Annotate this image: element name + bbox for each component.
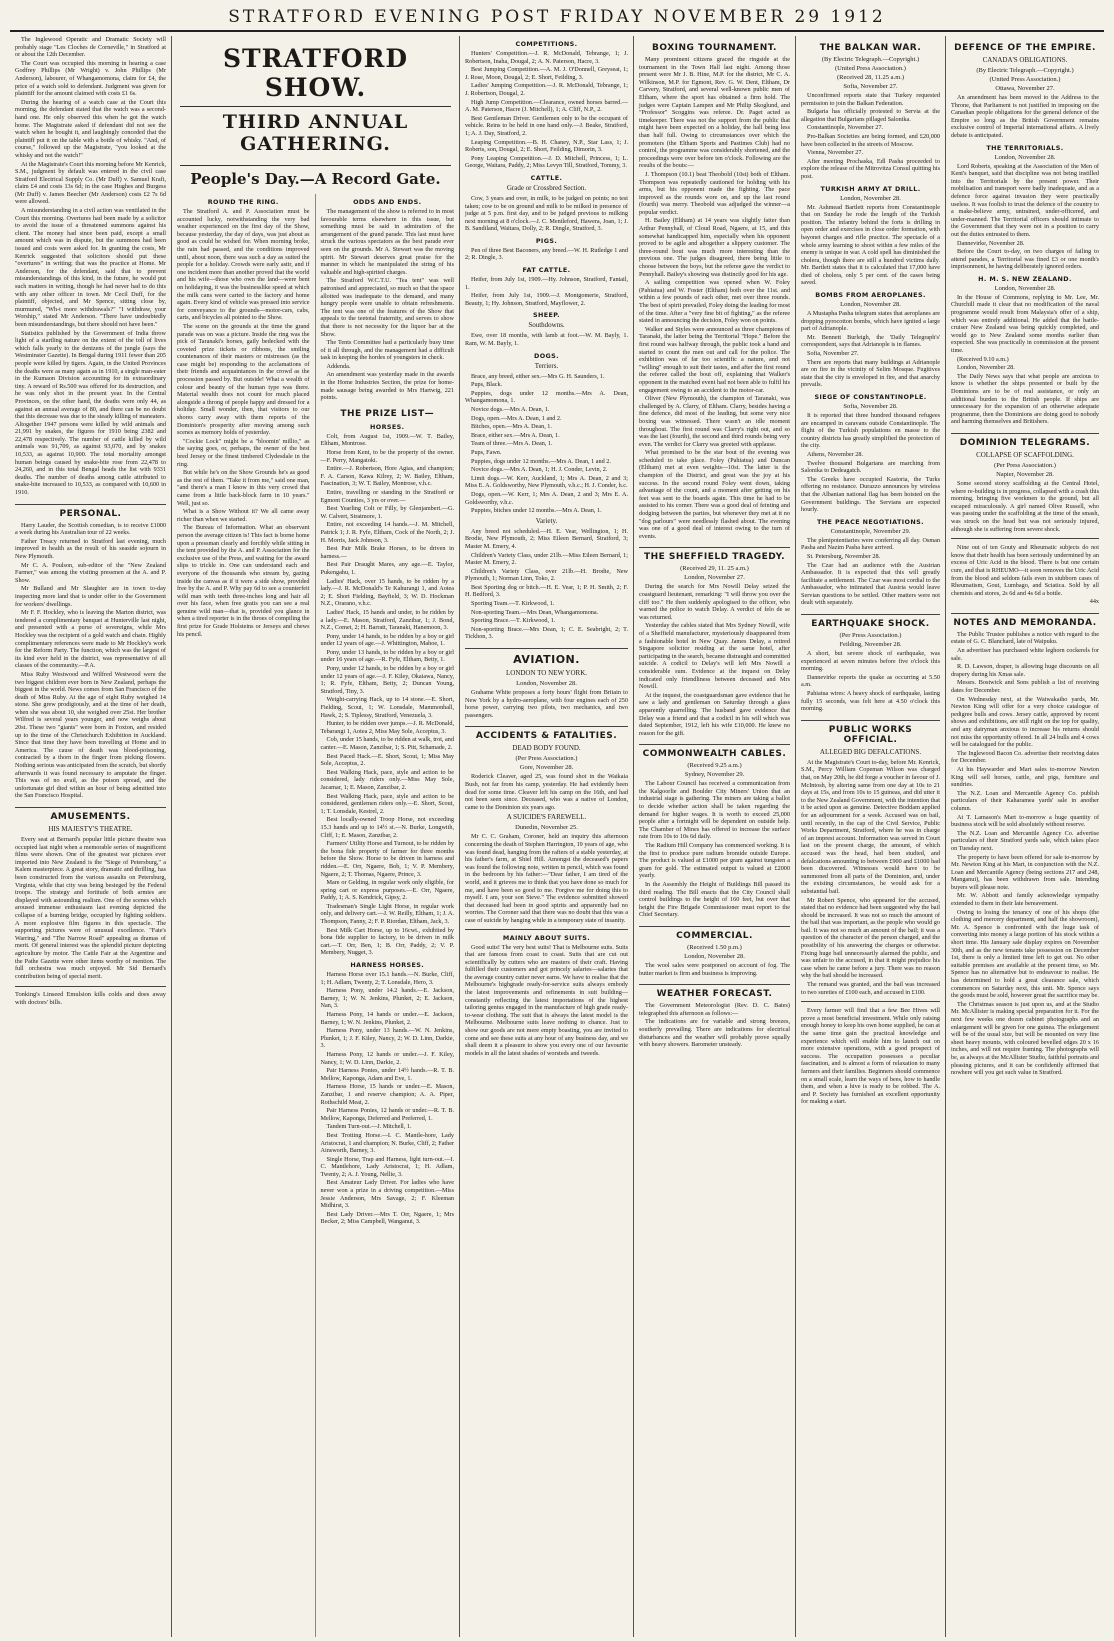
sheep-paragraphs bbox=[465, 332, 628, 347]
dogs-subheading: Terriers. bbox=[534, 361, 559, 370]
paragraph: (Received 9.10 a.m.) bbox=[957, 355, 1009, 363]
earthquake-assoc: (Per Press Association.) bbox=[839, 632, 902, 640]
pigs-heading: PIGS. bbox=[535, 236, 558, 245]
paragraph: Dannevirke reports the quake as occurring at 5.50 a.m. bbox=[801, 673, 940, 689]
paragraph: Pro-Balkan Societies are being formed, and £20,000 have been collected in the streets of Moscow. bbox=[801, 132, 940, 148]
dogs-heading: DOGS. bbox=[533, 351, 559, 360]
paragraph: At the inquest, the coastguardsman gave evidence that he saw a lady and gentleman on Saturday through a glass apparently quarrelling. The husband gave evidence that Delay was a friend and that a codicil in his will which was dated September, 1912, left his wife £10,000. He knew no reason for the gift. bbox=[639, 691, 790, 737]
works-heading: PUBLIC WORKS OFFICIAL. bbox=[801, 720, 940, 745]
paragraph: An advertiser has purchased white leghorn cockerels for sale. bbox=[951, 647, 1099, 662]
bombs-dateline: London, November 28. bbox=[840, 301, 901, 309]
commercial-dateline: London, November 28. bbox=[684, 952, 745, 960]
paragraph: At T. Lamason's Mart to-morrow a huge quantity of business stock will be sold absolutely without reserve. bbox=[951, 813, 1099, 829]
turkish-dateline: London, November 28. bbox=[840, 194, 901, 202]
competitions-heading: COMPETITIONS. bbox=[515, 40, 578, 48]
paragraph: The management of the show is referred to in most favourable terms elsewhere in this issue, but something must be said in admiration of the arrangement of the grand parade. This last must have struck the various spectators as the best parade ever seen on the grounds. Mr A. Stewart was the moving spirit. Mr Stewart deserves great praise for the manner in which he manipulated the string of his valuable and high-spirited charges. bbox=[320, 208, 454, 276]
paragraph: Nine out of ten Gouty and Rheumatic subjects do not know that their health has been seriously undermined by an excess of Uric Acid in the blood. There is but one certain cure, and that is RHEUMO—it soon removes the Uric Acid from the blood and seldom fails even in stubborn cases of Rheumatism, Gout, Lumbago, and Sciatica. Sold by all chemists and stores, 2s 6d and 4s 6d a bottle. bbox=[951, 544, 1099, 597]
peace-heading: THE PEACE NEGOTIATIONS. bbox=[817, 517, 924, 526]
columns bbox=[10, 36, 1104, 1637]
paragraph: A Mustapha Pasha telegram states that aeroplanes are dropping pyrocotton bombs, which have ignited a large part of Adrianople. bbox=[801, 310, 940, 333]
territorials-paragraphs bbox=[951, 163, 1099, 271]
pigs-paragraphs bbox=[465, 247, 628, 262]
territorials-heading: THE TERRITORIALS. bbox=[986, 143, 1064, 152]
paragraph: High Jump Competition.—Clearance, owned horses barred.—A. M. Paterson, Hacre (J. Mitchell), 1; A. Cliff, N.P., 2. bbox=[465, 98, 628, 114]
notes-heading: NOTES AND MEMORANDA. bbox=[951, 613, 1099, 628]
paragraph: The Tents Committee had a particularly busy time of it all through, and the management had a difficult task in keeping the hordes of youngsters in check. bbox=[320, 339, 454, 362]
divider bbox=[801, 1001, 940, 1002]
paragraph: Ladies' Jumping Competition.—J. R. McDonald, Tebrange, 1; J. Robertson, Dougal, 2. bbox=[465, 82, 628, 97]
works-paragraphs bbox=[801, 759, 940, 996]
paragraph: Messrs. Bostwick and Sons publish a list of receiving dates for December. bbox=[951, 679, 1099, 695]
paragraph: Leaping Competition.—B. H. Chaney, N.P., Star Lass, 1; J. Roberts, son, Dougal, 2; E. Short, Feilding, Dimorin, 3. bbox=[465, 138, 628, 154]
paragraph: Puppies, bitches under 12 months.—Mrs A. Dean, 1. bbox=[471, 507, 602, 515]
suits-paragraphs bbox=[465, 944, 628, 1058]
round-paragraphs bbox=[177, 208, 310, 638]
paragraph: Vienna, November 27. bbox=[807, 149, 863, 157]
paragraph: Best Trotting Horse.—I. C. Mantle-hore, Lady Aristocrat, 1 and champion; N. Burke, Cliff, 2; Father Ainsworth, Barney, 3. bbox=[320, 1131, 454, 1155]
show-headline-block bbox=[172, 36, 459, 194]
paragraph: Brace, either sex.—Mrs A. Dean, 1. bbox=[471, 431, 560, 439]
round-heading: ROUND THE RING. bbox=[207, 198, 279, 206]
paragraph: Mr. Bennett Burleigh, the 'Daily Telegraph's' correspondent, says that Adrianople is in flames. bbox=[801, 333, 940, 349]
paragraph: Athens, November 28. bbox=[807, 450, 864, 458]
divider bbox=[180, 106, 451, 107]
paragraph: Every farmer will find that a few Bee Hives will prove a most beneficial investment. While only raising enough honey to keep his own home supplied, he can at the same time gain the practical knowledge and experience which will enable him to launch out on more extensive operations, with a good prospect of success. The occupation possesses a peculiar fascination, and is almost a form of relaxation to many farmers and their families. Beginners should commence on a small scale, learn the ways of bees, how to handle them, and when a hive is ready to be robbed. The A. and P. Society has furnished an excellent opportunity for making a start. bbox=[801, 1007, 940, 1106]
paragraph: The Inglewood Bacon Co. advertise their receiving dates for December. bbox=[951, 749, 1099, 765]
paragraph: London, November 28. bbox=[957, 364, 1015, 372]
paragraph: The property to have been offered for sale to-morrow by Mr. Newton King at his Mart, in conjunction with the N.Z. Loan and Mercantile Agency (being sections 217 and 248, Manganui), has been withdrawn from sale. Intending buyers will please note. bbox=[951, 853, 1099, 891]
weather-heading: WEATHER FORECAST. bbox=[639, 984, 790, 999]
paragraph: Limit dogs.—W. Kerr, Auckland, 1; Mrs A. Dean, 2 and 3; Miss E. A. Goldsworthy, New Plymouth, v.h.c.; H. J. Conder, h.c. bbox=[465, 474, 628, 490]
paragraph: Pups, Fawn. bbox=[471, 448, 502, 456]
paragraph: Heifer, from July 1st, 1909.—J. Montgomerie, Stratford, Beauty, 1; Hy. Johnson, Stratford, Mayflower, 2. bbox=[465, 292, 628, 307]
paragraph: Ladies' Hack, 15 hands and under, to be ridden by a lady.—E. Mason, Stratford, Zanzibar, 1; J. Bond, N.Z., Comet, 2; H. Barratt, Taranaki, Hanemoon, 3. bbox=[320, 608, 454, 632]
accidents-subheading: DEAD BODY FOUND. bbox=[512, 744, 581, 753]
paragraph: Mr Bulland and Mr Slaughter are in town to-day inspecting more land that is under offer to the Government for workers' dwellings. bbox=[15, 585, 166, 608]
paragraph: The Radium Hill Company has commenced working. It is the first to produce pure radium bromide outside Europe. The product is valued at £1000 per gram against tungsten a gram for gold. The estimated output is valued at £2000 yearly. bbox=[639, 842, 790, 880]
paragraph: A misunderstanding in a civil action was ventilated in the Court this morning. Overtures had been made by a solicitor to avoid the issue of a threatened summons against his client. The money had since been paid, except a small amount which was in dispute, but the summons had been issued and costs were asked for. In granting the costs, Mr Kenrick suggested that solicitors should put these "overtures" in writing; that was the practice at Home. Mr Anderson, for the defendant, said that to prevent misunderstandings of this kind, in the future, he would put such matters in writing, though he had never had to do this with any other officer in town. Mr Cecil Duff, for the plaintiff, objected, and Mr Spence, sitting close by, murmured, "Wh-t more withdrawals?" "I withdraw, your Worship," stated Mr Anderson. "There have undoubtedly been misunderstandings, but there should not have been." bbox=[15, 207, 166, 328]
paragraph: Entire.—J. Robertson, Hore Agias, and champion; F. A. Carson, Kawa Kilrey, 2; W. Bailey, Eltham, Fascination, 3; W. T. Bailey, Montrose, v.h.c. bbox=[320, 465, 454, 488]
paragraph: The N.Z. Loan and Mercantile Agency Co. publish particulars of their Kaharamea yards' sale in another column. bbox=[951, 789, 1099, 812]
column-6 bbox=[946, 36, 1104, 1637]
paragraph: H. Bailey (Eltham) at 14 years was slightly fatter than Arthur Pennyhall, of Cloud Road, Ngaere, at 15, and this somewhat handicapped him, especially when his opponent proved to be agile and altogether a slippery customer. The three-round bout was much more interesting than the previous one. The judges disagreed, there being little to choose between the boys, but the referee gave the verdict to Pennyhall. Bailey's showing was distinctly good for his age. bbox=[639, 217, 790, 278]
paragraph: Novice dogs.—Mrs A. Dean, 1; H. J. Conder, Levin, 2. bbox=[471, 466, 608, 474]
paragraph: Mr C. C. Graham, Coroner, held an inquiry this afternoon concerning the death of Stephen Harrington, 19 years of age, who was found dead, hanging from the rafters of a stable yesterday, at his father's farm, at Shiel Hill. Amongst the deceased's papers was found the following note, written in pencil, which was found in the bedroom by his father:—"Dear father, I am tired of the world, and it grieves me to think that you have done so much for me, and have been so good to me. Forgive me for doing this to myself. I am, your son Steve." The evidence submitted showed that deceased had been in good spirits and apparently had no worries. The Coroner said that there was no doubt that this was a case of suicide by hanging while in a temporary state of insanity. bbox=[465, 833, 628, 924]
defence-heading: DEFENCE OF THE EMPIRE. bbox=[954, 43, 1096, 53]
paragraph: Mr F. F. Hockley, who is leaving the Marton district, was tendered a complimentary banquet at Hunterville last night, and presented with a purse of sovereigns, while Mrs Hockley was the recipient of a gold watch and chain. Highly complimentary references were made to Mr Hockley's work for the Reform Party. The function, which was the largest of its kind ever held in the district, was representative of all classes of the community.—P.A. bbox=[15, 609, 166, 670]
paragraph: An amendment has been moved to the Address to the Throne, that Parliament is not justified in imposing on the Canadian people obligations for the general defence of the Empire so long as the British Government remains exclusive control of Imperial international affairs. A lively debate is anticipated. bbox=[951, 94, 1099, 139]
divider bbox=[951, 538, 1099, 539]
earthquake-heading: EARTHQUAKE SHOCK. bbox=[801, 614, 940, 629]
paragraph: But while he's on the Show Grounds he's as good as the rest of them. "Take it from me," said one man, "and there's a man I know in this very crowd that came from a little back-block farm in 10 years." Well, just so. bbox=[177, 469, 310, 507]
column-4 bbox=[634, 36, 796, 1637]
balkan-heading: THE BALKAN WAR. bbox=[819, 43, 922, 53]
paragraph: Best Amateur Lady Driver. For ladies who have never won a prize in a driving competition.—Miss Jessie Anderson, Mrs Savage, 2; F. Kleeman Midhirst, 3. bbox=[320, 1179, 454, 1210]
paragraph: The Inglewood Operatic and Dramatic Society will probably stage "Les Cloches de Corneville," in Stratford at or about the 12th December. bbox=[15, 36, 166, 59]
paragraph: A sailing competition was opened when W. Foley (Pahiatua) and W. Foster (Eltham) both over the 11st. and within a few pounds of each other, met over three rounds. The best of spirit prevailed, Foley doing the leading for most of the time. After a "very fine bit of fighting," as the referee stated in announcing the decision, Foley won on points. bbox=[639, 279, 790, 325]
paragraph: Best Jumping Competition.—A. M. J. O'Donnell, Greyseat, 1; J. Rose, Moon, Dougal, 2; E. Short, Feilding, 3. bbox=[465, 66, 628, 81]
paragraph: Pony, under 14 hands, to be ridden by a boy or girl under 12 years of age.—J. Whittington, Mahoe, 1. bbox=[320, 632, 454, 648]
paragraph: Brace, any breed, either sex.—Mrs G. H. Saunders, 1. bbox=[471, 372, 605, 380]
paragraph: Harness Horse over 15.1 hands.—N. Burke, Cliff, 1; H. Adlam, Twenty, 2; T. Lonsdale, Hero, 3. bbox=[320, 971, 454, 986]
commercial-heading: COMMERCIAL. bbox=[639, 926, 790, 941]
paragraph: There are reports that many buildings at Adrianople are on fire in the vicinity of Selim Mosque. Fugitives state that the city is enveloped in fire, and that anarchy prevails. bbox=[801, 358, 940, 389]
hms-dateline: London, November 28. bbox=[994, 284, 1056, 292]
paragraph: At the Magistrate's Court this morning before Mr Kenrick, S.M., judgment by default was entered in the civil case Stratford Electrical Supply Co. (Mr Duff) v. Samuel Kraft, claim £4 and costs 13s 6d; in the case Hughes and Burgess (Mr Duff) v. James Beecher (Mr Anderson) costs £2 7s 6d were allowed. bbox=[15, 160, 166, 206]
paragraph: Ladies' Hack, over 15 hands, to be ridden by a lady.—J. R. McDonald's Te Kahurangi 1, and Aotea 2; E. Short Fielding, Bayfield, 3; W. D. Hockman N.Z., Orarano, v.h.c. bbox=[320, 577, 454, 608]
paragraph: The N.Z. Loan and Mercantile Agency Co. advertise particulars of their Stratford yards sale, which takes place on Tuesday next. bbox=[951, 829, 1099, 852]
paragraph: It is reported that three hundred thousand refugees are encamped in caravans outside Constantinople. The flight of the Turkish populations en masse to the country districts has greatly simplified the protection of the city. bbox=[801, 412, 940, 450]
cables-received: (Received 9.25 a.m.) bbox=[687, 762, 742, 770]
paragraph: The wool sales were postponed on account of fog. The butter market is firm and business is improving. bbox=[639, 961, 790, 977]
aviation-paragraphs bbox=[465, 689, 628, 719]
show-subtitle: THIRD ANNUAL GATHERING. bbox=[222, 111, 409, 155]
column-2 bbox=[172, 36, 460, 1637]
sheffield-dateline: London, November 27. bbox=[684, 574, 745, 582]
paragraph: Best Pair Draught Mares, any age.—E. Taylor, Pukengahu, 1. bbox=[320, 561, 454, 576]
balkan-assoc: (United Press Association.) bbox=[835, 65, 906, 72]
balkan-received: (Received 28, 11.25 a.m.) bbox=[836, 74, 905, 81]
paragraph: Statistics published by the Government of India throw light of a startling nature on the extent of the toll of lives which falls yearly to the denizens of the jungle (says the Westminster Gazette). In Bengal during 1911 fewer than 205 people were killed by tigers. Again, in the United Provinces the deaths were as many again as in 1910, a single man-eater in the Kumaon Division accounting for its extraordinary tiny. A reward of Rs.500 was offered for its destruction, and he was only shot in the present year. In the Central Provinces, on the other hand, the deaths were only 44, as against an annual average of 80, and there can be no doubt that this decrease was due to the steady killing of maneaters. Altogether 1947 persons were killed by wild animals and 21,991 by snakes, the figures for 1910 being 2382 and 22,478 respectively. The number of cattle killed by wild animals was 91,709, as against 93,070, and by snakes 10,533, as against 10,900. The total mortality amongst human beings caused by snake-bite rose from 22,478 to 24,260, and in this total Bengal heads the list with 9331 deaths. The number of deaths among cattle attributed to snake-bite increased to 10,533, as compared with 10,600 in 1910. bbox=[15, 329, 166, 497]
paragraph: Best Pair Milk Brake Horses, to be driven in harness.— bbox=[320, 545, 454, 560]
siege-dateline: Sofia, November 28. bbox=[843, 403, 898, 410]
personal-paragraphs bbox=[15, 522, 166, 800]
suits-heading: MAINLY ABOUT SUITS. bbox=[465, 929, 628, 942]
accidents-dateline: Gore, November 28. bbox=[519, 764, 574, 772]
paragraph: Best Walking Hack, pace, style and action to be considered, lady riders only.—Miss May Sole, Jacamar, 1; E. Mason, Zanzibar, 2. bbox=[320, 768, 454, 791]
works-subheading: ALLEGED BIG DEFALCATIONS. bbox=[819, 747, 922, 756]
amusements-paragraphs bbox=[15, 836, 166, 980]
defence-assoc: (United Press Association.) bbox=[989, 76, 1061, 83]
paragraph: Father Treacy returned to Stratford last evening, much improved in health as the result of his seaside sojourn in New Plymouth. bbox=[15, 537, 166, 560]
sheffield-received: (Received 29, 11. 25 a.m.) bbox=[680, 565, 749, 573]
paragraph: Novice dogs.—Mrs A. Dean, 1. bbox=[471, 406, 550, 413]
column-5 bbox=[796, 36, 946, 1637]
intro-paragraphs bbox=[15, 36, 166, 497]
defence-paragraphs bbox=[951, 94, 1099, 140]
paragraph: Before the Court to-day, on two charges of failing to attend parades, a Territorial was fined £3 or one month's imprisonment, he having deliberately ignored orders. bbox=[951, 248, 1099, 271]
paragraph: Puppies, dogs under 12 months.—Mrs A. Dean, 1 and 2. bbox=[471, 457, 611, 465]
paragraph: The indications are for variable and strong breezes, southerly prevailing. There are indications for electrical disturbances and the weather will probably prove squally with heavy showers. Barometer unsteady. bbox=[639, 1018, 790, 1049]
paragraph: Best Yearling Colt or Filly, by Glenjambert.—G. W. Calvert, Stratmore, 1. bbox=[320, 505, 454, 520]
paragraph: Many prominent citizens graced the ringside at the tournament in the Town Hall last night. Among those present were Mr J. B. Hine, M.P. for the district, Mr C. A. Wilkinson, M.P. for Egmont, Rev. G. W. Dent, Eltham, Dr Carvery, Stratford, and several well-known public men of Eltham, where the sport has obtained a firm hold. The judges were Captain Lampen and Mr Philip Skoglund, and "Professor" Scoggins was referee. Dr. Paget acted as timekeeper. There was not the support from the public that might have been expected on a holiday, the hall being less than half full. Owing to circumstances over which the promoters (the Eltham Sports and Pastimes Club) had no control, the programme was considerably shortened, and the proceedings were over before ten o'clock. Following are the results of the bouts:— bbox=[639, 56, 790, 170]
paragraph: Mr. W. Abbott and family acknowledge sympathy extended to them in their late bereavement. bbox=[951, 892, 1099, 908]
paragraph: In the Assembly the Height of Buildings Bill passed its third reading. The Bill enacts that the City Council shall control buildings to the height of 160 feet, but over that height the Fire Brigade Commissioner must report to the Chief Secretary. bbox=[639, 881, 790, 919]
boxing-heading: BOXING TOURNAMENT. bbox=[652, 43, 777, 53]
paragraph: The Stratford W.C.T.U. "Tea tent" was well patronised and appreciated, so much so that the space allotted was inadequate to the demand, and many hungry people were unable to obtain refreshments. The tent was one of the features of the Show that appeals to the teetotal fraternity, and serves to show that there is not necessity for the liquor bar at the Show. bbox=[320, 277, 454, 338]
paragraph: Sporting Brace.—T. Kirkwood, 1. bbox=[471, 617, 556, 625]
paragraph: The Public Trustee publishes a notice with regard to the estate of G. C. Blanchard, late of Waipuku. bbox=[951, 630, 1099, 646]
paragraph: Hunter, to be ridden over jumps.—J. R. McDonald, Tebarangi 1, Aotea 2, Miss May Sole, Acceptus, 3. bbox=[320, 720, 454, 735]
paragraph: The Labour Council has received a communication from the Kalgoorlie and Boulder City Miners' Union that an industrial stage is gathering. The miners are taking a ballot to decide whether action shall be taken regarding the demand for higher wages. It is worth to exceed 25,000 people after a fortnight will be dependent on outside help. The Chamber of Mines has offered to increase the surface rate from 10s to 10s 6d daily. bbox=[639, 780, 790, 841]
commercial-paragraphs bbox=[639, 962, 790, 977]
telegrams-subheading: COLLAPSE OF SCAFFOLDING. bbox=[976, 450, 1074, 459]
paragraph: Constantinople, November 27. bbox=[807, 124, 883, 132]
hms-paragraphs bbox=[951, 294, 1099, 426]
telegrams-heading: DOMINION TELEGRAMS. bbox=[951, 433, 1099, 448]
amusements-heading: AMUSEMENTS. bbox=[15, 807, 166, 822]
paragraph: Sofia, November 27. bbox=[807, 350, 859, 358]
paragraph: Best Milk Cart Horse, up to 16cwt., exhibited by bona fide supplier to factory, to be driven in milk cart.—T. Orr, Ben, 1; B. Orr, Paddy, 2; V. P. Membery, Nugget, 3. bbox=[320, 926, 454, 957]
paragraph: Dannevirke, November 28. bbox=[957, 239, 1025, 247]
sheep-heading: SHEEP. bbox=[532, 311, 561, 320]
paragraph: Dogs, open.—Mrs A. Dean, 1 and 2. bbox=[471, 414, 562, 422]
bombs-paragraphs bbox=[801, 310, 940, 389]
paragraph: Harness Pony, 12 hands or under.—J. F. Kiley, Nancy, 1; W. D. Linn, Darkie, 2. bbox=[320, 1050, 454, 1066]
paragraph: Non-sporting Brace.—Mrs Dean, 1; C. E. Seabright, 2; T. Tickhon, 3. bbox=[465, 625, 628, 641]
paragraph: The Greeks have occupied Kastoria, the Turks offering no resistance. Durazzo announces by wireless that the Albanian national flag has been hoisted on the Government buildings. The Servians are expected hourly. bbox=[801, 475, 940, 514]
accidents-heading: ACCIDENTS & FATALITIES. bbox=[465, 726, 628, 741]
paragraph: Pair Harness Ponies, under 14½ hands.—R. T. B. Mellow, Kaponga, Adam and Eve, 1. bbox=[320, 1067, 454, 1082]
prize-heading: THE PRIZE LIST— bbox=[340, 408, 435, 419]
paragraph: Walker and Styles were announced as three champions of Taranaki, the latter being the Territorial "Hope." Before the first round was halfway through, the public took a hand and started to count the men out and call for the police. The exhibition was of far too scientific a nature, and not "willing" enough to suit their tastes, and after the first round the referee called the bout off, explaining that Walker's opponent in the matched event had not been able to fulfil his engagement owing to an accident to the motor-car. bbox=[639, 325, 790, 394]
paragraph: Best Paced Hack.—E. Short, Scout, 1; Miss May Sole, Acceptus, 2. bbox=[320, 752, 454, 768]
earthquake-paragraphs bbox=[801, 650, 940, 713]
show-body bbox=[172, 194, 459, 1637]
defence-dateline: Ottawa, November 27. bbox=[995, 85, 1055, 92]
paragraph: Oliver (New Plymouth), the champion of Taranaki, was challenged by A. Clarry, of Eltham. Clarry, besides having a fine defence, did most of the leading, but some very nice boxing was witnessed. There wasn't an idle moment throughout. The first round was Clarry's right out, and so was the last (fourth), the second and third rounds being very even. The verdict for Clarry was greeted with applause. bbox=[639, 395, 790, 448]
aviation-heading: AVIATION. bbox=[465, 648, 628, 666]
paragraph: Bulgaria has officially protested to Servia at the allegation that Bulgarians pillaged Salonika. bbox=[801, 108, 940, 123]
paragraph: The Czar had an audience with the Austrian Ambassador. It is expected that this will greatly facilitate a settlement. The Czar was most cordial to the Ambassador, who intimated that Austria would leave Servian questions to be settled. Other matters were not dealt with separately. bbox=[801, 561, 940, 607]
siege-paragraphs bbox=[801, 412, 940, 514]
amusements-subheading: HIS MAJESTY'S THEATRE. bbox=[48, 825, 133, 833]
siege-heading: SIEGE OF CONSTANTINOPLE. bbox=[814, 393, 927, 401]
cattle-paragraphs bbox=[465, 195, 628, 233]
paragraph: Yesterday the cables stated that Mrs Sydney Nowill, wife of a Sheffield manufacturer, mysteriously disappeared from a fashionable hotel in New Quay. James Delay, a retired Singapore solicitor residing at the same hotel, after participating in the search, became distraught and committed suicide. A codicil to Delay's will left Mrs Nowill a considerable sum. Evidence at the inquest on Delay indicated only friendliness between deceased and Mrs Nowill. bbox=[639, 622, 790, 691]
paragraph: Good suits! The very best suits! That is Melbourne suits. Suits that are famous from coast to coast. Suits that are cut out scientifically by cutters who are masters of their craft. Having fulfilled their customers and got princely salaries—salaries that the average country cutter never earns. We have to realise that the Melbourne's highgrade ready-for-service suits always embody the latest improvements and refinements in suit building—constantly reflecting the latest importations of the highest tailoring genius engaged in the manufacture of high grade ready-to-wear clothing. The suit that is always the latest model is the Melbourne. Melbourne suits leave nothing to chance. Just to show our goods are not mere empty boasting, you are invited to come and see these suits at any hour of any business day, and we shall deem it a pleasure to show you every one of our favourite models in all the latest shades of worsteds and tweeds. bbox=[465, 943, 628, 1057]
paragraph: Roderick Cleaver, aged 25, was found shot in the Waikaia Bush, not far from his camp, yesterday. He had evidently been dead for some time. Cleaver left his camp on the 16th, and had not been seen since. Deceased, who was a native of London, came to the Dominion six years ago. bbox=[465, 773, 628, 811]
cables-dateline: Sydney, November 29. bbox=[684, 771, 745, 779]
accidents-paragraphs bbox=[465, 773, 628, 811]
divider bbox=[180, 165, 451, 166]
fat-cattle-paragraphs bbox=[465, 276, 628, 307]
fat-cattle-heading: FAT CATTLE. bbox=[522, 266, 571, 275]
paragraph: Addenda. bbox=[326, 362, 351, 370]
boxing-paragraphs bbox=[639, 56, 790, 540]
defence-tag: (By Electric Telegraph.—Copyright.) bbox=[976, 67, 1074, 74]
paragraph: Miss Ruby Westwood and Wilfred Westwood were the two biggest children ever born in New Zealand, perhaps the biggest in the world. News comes from San Francisco of the death of Miss Ruby. At the age of eight Ruby weighed 14 stone. She grew prodigiously, and at the time of her death, when she was about 10, she weighed over 25st. Her brother Wilfred is several years younger, and now weighs about 20st. These two "giants" were born in Foxton, and resided up to the time of the Christchurch Exhibition in Auckland. Since that time they have been travelling at Home and in America. The cause of death was blood-poisoning, contracted by a thorn in the finger from picking flowers. Nothing serious was anticipated from the scratch, but shortly afterwards it was found necessary to amputate the finger. This was of no avail, as the poison spread, and the unfortunate girl died within an hour of being admitted into the San Francisco Hospital. bbox=[15, 670, 166, 800]
turkish-heading: TURKISH ARMY AT DRILL. bbox=[820, 184, 921, 193]
paragraph: Pen of three Best Baconers, any breed.—W. H. Rutledge 1 and 2; R. Dingle, 3. bbox=[465, 246, 628, 262]
paragraph: Pony, under 12 hands, to be ridden by a boy or girl under 12 years of age.—J. F. Kiley, Okaiawa, Nancy, 1; R. Fyfe, Eltham, Betty, 2; Duncan Young, Stratford, Tiny, 3. bbox=[320, 665, 454, 695]
sheffield-paragraphs bbox=[639, 583, 790, 737]
paragraph: At his Haywarder and Mart sales to-morrow Newton King will sell horses, cattle, and pigs, furniture and sundries. bbox=[951, 765, 1099, 789]
personal-heading: PERSONAL. bbox=[15, 504, 166, 519]
horses-heading: HORSES. bbox=[369, 422, 405, 431]
paragraph: Unconfirmed reports state that Turkey requested permission to join the Balkan Federation. bbox=[801, 92, 940, 107]
weather-paragraphs bbox=[639, 1002, 790, 1049]
paragraph: St. Petersburg, November 28. bbox=[807, 552, 881, 560]
bombs-heading: BOMBS FROM AEROPLANES. bbox=[815, 291, 926, 300]
paragraph: In the House of Commons, replying to Mr. Lee, Mr. Churchill made it clear that no modification of the naval programme would result from Malaysia's offer of a ship, which was entirely additional. He added that the battle-cruiser New Zealand was being quickly completed, and would go to New Zealand some months earlier than expected. She was practically in commission at the present time. bbox=[951, 293, 1099, 355]
paragraph: The Bureau of Information. What an observant person the average citizen is! This fact is borne home upon a pressman clearly and forcibly while sitting in the tent provided by the A. and P. Association for the exclusive use of the Press, and waiting for the award slips to trickle in. One can understand each and everyone of the thousands who stream by, gazing inside the canvas as if it were a side show, provided free by the A. and P. Why pay 6d to see a counterfeit wild man with teeth three-inches long and hair all over his face, when free gratis you can see a real genuine wild man—that is, provided you glance in when a tired reporter is in the throes of compiling the first prize for Grade Holsteins or Jerseys and chews his pencil. bbox=[177, 524, 310, 638]
beehive-ad bbox=[801, 1007, 940, 1106]
balkan-paragraphs bbox=[801, 92, 940, 181]
paragraph: "Cockie Lock" might be a "bloomin' millio," as the saying goes, or, perhaps, the owner of the best bred Jersey or the finest timbered Clydesdale in the ring. bbox=[177, 437, 310, 468]
peace-paragraphs bbox=[801, 537, 940, 607]
telegrams-paragraphs bbox=[951, 480, 1099, 533]
paragraph: Colt, from August 1st, 1909.—W. T. Bailey, Eltham, Montrose. bbox=[320, 432, 454, 448]
suicide-dateline: Dunedin, November 25. bbox=[515, 824, 578, 832]
paragraph: Harry Lauder, the Scottish comedian, is to receive £1000 a week during his Australian tour of 22 weeks. bbox=[15, 521, 166, 537]
suicide-paragraphs bbox=[465, 833, 628, 924]
paragraph: The remand was granted, and the bail was increased to two sureties of £100 each, and accused in £100. bbox=[801, 981, 940, 996]
paragraph: Mare or Gelding, in regular work only eligible, for spring cart or express purposes.—E. Orr, Ngaere, Paddy, 1; A. S. Kendrick, Gipsy, 2. bbox=[320, 879, 454, 902]
paragraph: Sporting Team.—T. Kirkwood, 1. bbox=[471, 600, 555, 608]
paragraph: Pony, under 13 hands, to be ridden by a boy or girl under 16 years of age.—R. Fyfe, Eltham, Betty, 1. bbox=[320, 648, 454, 664]
paragraph: Harness Horse, 15 hands or under.—E. Mason, Zanzibar, 1 and reserve champion; A. A. Piper, Rothschild Meat, 2. bbox=[320, 1083, 454, 1106]
paragraph: R. D. Lawson, draper, is allowing huge discounts on all drapery during his Xmas sale. bbox=[951, 663, 1099, 678]
earthquake-dateline: Feilding, November 28. bbox=[839, 641, 902, 649]
paragraph: Entire, not exceeding 14 hands.—J. M. Mitchell, Patrick 1; J. R. Fyfe, Eltham, Cock of the North, 2; J. H. Morris, Jack Johnson, 3. bbox=[320, 521, 454, 544]
paragraph: Lord Roberts, speaking at the Association of the Men of Kent's banquet, said that discipline was not being instilled into the Territorials by the present power. Their mobilisation and transport were badly inadequate, and as a defence force against invasion they were practically useless. It was foolish to trust the defence of the country to a make-believe army, untrained, under-officered, and under-manned. The Territorial officers should intimate to the Government that they were not in a position to carry out the duties entrusted to them. bbox=[951, 162, 1099, 238]
paragraph: The Court was occupied this morning in hearing a case Godfrey Phillips (Mr Wright) v. John Phillips (Mr Anderson), labourer, of Whangamomona, claim for £4, the price of a watch sold to defendant. Judgment was given for plaintiff for the amount claimed with costs £1 6s. bbox=[15, 59, 166, 98]
paragraph: Mr. Ashmead Bartlett reports from Constantinople that on Sunday he rode the length of the Turkish position. The infantry behind the forts is drilling in open order and exercises in close order formation, with bayonet charges and rifle practice. The spectacle of a whole army learning to shoot within a few miles of the enemy is unique in war. A cold spell has diminished the cholera, though there are still a hundred victims daily. Mr. Bartlett states that it is calculated that 17,000 have died of cholera, only 5 per cent. of the cases being saved. bbox=[801, 203, 940, 287]
paragraph: Harness Pony, under 14.2 hands.—E. Jackson, Barney, 1; W. N. Jenkins, Plunket, 2; E. Jackson, Nan, 3. bbox=[320, 987, 454, 1010]
paragraph: Pahiatua wires: A heavy shock of earthquake, lasting fully 15 seconds, was felt here at 4.50 o'clock this morning. bbox=[801, 690, 940, 713]
paragraph: Mr C. A. Poulson, sub-editor of the "New Zealand Farmer," was among the visiting pressmen at the A. and P. Show. bbox=[15, 561, 166, 584]
paragraph: Grahame White proposes a forty hours' flight from Britain to New York by a hydro-aeroplane, with four engines each of 250 horse power, carrying two pilots, two mechanics, and two passengers. bbox=[465, 689, 628, 719]
harness-heading: HARNESS HORSES. bbox=[350, 961, 425, 970]
harness-paragraphs bbox=[321, 971, 455, 1226]
linseed-ad: Tonking's Linseed Emulsion kills colds and does away with doctors' bills. bbox=[15, 986, 166, 1006]
paragraph: Farmers' Utility Horse and Turnout, to be ridden by the bona fide property of farmer for three months before the Show. Horse to be driven in harness and ridden.—E. Orr, Ngaere, Bob, 1; V. P. Membery, Ngaere, 2; T. Thomas, Ngaere, Prince, 3. bbox=[320, 840, 454, 878]
paragraph: The plenipotentiaries were conferring all day. Osman Pasha and Nazim Pasha have arrived. bbox=[801, 536, 940, 552]
cattle-heading: CATTLE. bbox=[530, 173, 563, 182]
paragraph: The Stratford A. and P. Association must be accounted lucky, notwithstanding the very bad weather experienced on the first day of the Show, because yesterday, the day of days, was just about as good as could be wished for. When morning broke, the rain had passed, and the conditions improved until, about noon, there was such a day as suited the people for a holiday. Crowds were early astir, and if one incident more than another proved that the world and his wife—those who own the land—were bent on holidaying, it was the businesslike speed at which the milk cans were carted to the factory and home again. Every kind of vehicle was pressed into service for conveyance to the grounds—motor-cars, cabs, carts, and bicycles all pointed to the Show. bbox=[177, 208, 310, 322]
paragraph: Horse from Kent, to be the property of the owner.—F. Perry, Mangatoki. bbox=[320, 449, 454, 464]
paragraph: Owing to losing the tenancy of one of his shops (the clothing and mercery department, and half the showroom), Mr. A. Spence is confronted with the huge task of converting into money a large portion of his stock within a short time. His January sale display expires on November 30th, and as the new tenants take possession on December 1st, there is only a limited time left to get out. No other suitable premises are available at the present time, so Mr. Spence has no alternative but to endeavour to realise. He has determined to hold a great clearance sale, which commences on Saturday next, this unit. Mr. Spence says the goods must be sold, however great the sacrifice may be. bbox=[951, 908, 1099, 1000]
paragraph: Children's Variety Class, under 21lb.—Miss Eileen Bernard, 1; Master M. Emery, 2. bbox=[465, 551, 628, 567]
paragraph: J. Thompson (10.1) beat Theobold (10st) both of Eltham. Thompson was repeatedly cautioned for holding with his arms, but his opponent made the fighting. The pace improved as the rounds wore on, and up the last round (fourth) was merry. Theobold was adjudged the winner—a popular verdict. bbox=[639, 170, 790, 216]
paragraph: Puppies, dogs under 12 months.—Mrs A. Dean, Whangamomona, 1. bbox=[465, 389, 628, 405]
paragraph: Bitches, open.—Mrs A. Dean, 1. bbox=[471, 423, 552, 431]
odds-heading: ODDS AND ENDS. bbox=[353, 198, 422, 206]
paragraph: The Government Meteorologist (Rev. D. C. Bates) telegraphed this afternoon as follows:— bbox=[639, 1002, 790, 1017]
column-3 bbox=[460, 36, 634, 1637]
peace-dateline: Constantinople, November 29. bbox=[830, 527, 911, 535]
balkan-tag: (By Electric Telegraph.—Copyright.) bbox=[821, 56, 920, 63]
column-1 bbox=[10, 36, 172, 1637]
show-title: STRATFORD SHOW. bbox=[222, 44, 409, 102]
paragraph: Harness Pony, 14 hands or under.—E. Jackson, Barney, 1; W. N. Jenkins, Plunket, 2. bbox=[320, 1011, 454, 1026]
cables-paragraphs bbox=[639, 780, 790, 919]
paragraph: At the Magistrate's Court to-day, before Mr. Kenrick, S.M., Percy William Copeman Wilson was charged that, on May 20th, he did forge a voucher in favour of J. McIntosh, by altering same from one day at 10s to 21 days at 15s, and from 10s to 15 guineas, and did utter it to the New Zealand Government, with the intention that it be acted upon as genuine. Detective Boddam applied for an adjournment for a week. Accused was on bail, until recently, in the cap of the Civil Service, Public Works Department, Stratford, where he was in charge of an imprest account. Information was served in Court last on the present charge, the amount, of which accused was the head, had been studied, and defalcations amounting to between £900 and £1000 had been discovered. Witnesses would have to be summoned from all parts of the Dominion, and, under the existing circumstances, he would ask for a substantial bail. bbox=[801, 758, 940, 895]
paragraph: Best Sporting dog or bitch.—H. E. Vear, 1; P. H. Smith, 2; F. H. Bedford, 3. bbox=[465, 583, 628, 599]
sheffield-heading: THE SHEFFIELD TRAGEDY. bbox=[639, 547, 790, 562]
paragraph: Non-sporting Team.—Mrs Dean, Whangamomona. bbox=[471, 608, 599, 616]
sheep-subheading: Southdowns. bbox=[528, 321, 565, 330]
paragraph: Children's Variety Class, over 21lb.—H. Brodie, New Plymouth, 1; Norman Linn, Toko, 2. bbox=[465, 567, 628, 583]
accidents-assoc: (Per Press Association.) bbox=[515, 755, 578, 763]
variety-subheading: Variety. bbox=[535, 516, 558, 525]
dogs-paragraphs bbox=[465, 373, 628, 515]
paragraph: Best Gentleman Driver. Gentlemen only to be the occupant of vehicle. Reins to be held in one hand only.—J. Beake, Stratford, 1; A. J. Day, Stratford, 2. bbox=[465, 114, 628, 137]
paragraph: Some second storey scaffolding at the Central Hotel, where re-building is in progress, collapsed with a crash this morning, bringing five workmen to the ground, but all escaped miraculously. A girl named Olive Russell, who was passing under the scaffolding at the time of the smash, was struck on the head but was not seriously injured, although she is suffering from severe shock. bbox=[951, 479, 1099, 533]
show-tagline: People's Day.—A Record Gate. bbox=[190, 170, 441, 188]
paragraph: Dogs, open.—W. Kerr, 1; Mrs A. Dean, 2 and 3; Mrs E. A. Goldsworthy, v.h.c. bbox=[465, 490, 628, 506]
paragraph: Heifer, from July 1st, 1909.—Hy. Johnson, Stratford, Fantail, 1. bbox=[465, 276, 628, 291]
show-body-left bbox=[172, 194, 316, 1637]
competitions-paragraphs bbox=[465, 50, 628, 170]
paragraph: Hunters' Competition.—J. R. McDonald, Tebrange, 1; J. Robertson, Inaha, Dougal, 2; A. N. Paterson, Hacre, 3. bbox=[465, 50, 628, 65]
paragraph: Pups, Black. bbox=[471, 381, 503, 389]
paragraph: Pair Harness Ponies, 12 hands or under.—R. T. B. Mellow, Kaponga, Deferred and Preferred, 1. bbox=[320, 1107, 454, 1122]
paragraph: Tandem Turn-out.—J. Mitchell, 1. bbox=[326, 1123, 412, 1131]
odds-paragraphs bbox=[321, 208, 455, 402]
paragraph: Weight-carrying Hack, up to 14 stone.—E. Short, Fielding, Scout, 1; W. Lonsdale, Mammonhall, Hawk, 2; S. Tiplessy, Stratford, Venezuela, 3. bbox=[320, 696, 454, 719]
paragraph: Best Lady Driver.—Mrs T. Orr, Ngaere, 1; Mrs Becker, 2; Miss Campbell, Wanganui, 3. bbox=[320, 1210, 454, 1226]
paragraph: An amendment was yesterday made in the awards in the Home Industries Section, the prize for home-made sausage being awarded to Mrs Hartwig, 221 points. bbox=[320, 371, 454, 402]
paragraph: During the hearing of a watch case at the Court this morning, the defendant stated that the watch was a second-hand one. He only observed this when he got the watch home. The Magistrate asked if defendant did not see the watch when he bought it, and laughingly conceded that the plaintiff put it on the table with a bottle of whisky. "And, of course," followed up the Magistrate, "you looked at the whisky and not the watch!" bbox=[15, 98, 166, 159]
paragraph: Team of three.—Mrs A. Dean, 1. bbox=[471, 440, 553, 448]
paragraph: On Wednesday next, at the Waiwakaiho yards, Mr. Newton King will offer for a very choice catalogue of pedigree bulls and cows. Jersey cattle, approved by recent shows and exhibitions, are still right on the top for quality, and any dairyman anxious to increase his returns should not miss the opportunity offered. In all 24 bulls and 4 cows will be catalogued for the public. bbox=[951, 695, 1099, 749]
paragraph: Twelve thousand Bulgarians are marching from Salonika to Dedeagatch. bbox=[801, 459, 940, 475]
suicide-subheading: A SUICIDE'S FAREWELL. bbox=[506, 813, 587, 822]
paragraph: What promised to be the star bout of the evening was scheduled to take place. Foley (Pahiatua) and Duncan (Eltham) met at even weights—10st. The latter is the champion of the District, and great was the joy at his success. In the second round Foley went down, taking advantage of the count, and a moment after getting on his feet was sent to the boards again. This time he had to be assisted to his corner. There was a good deal of feinting and dodging between the parties, but whenever they met at it no "dog parlours" were needlessly flashed about. The evening was one of a good deal of interest owing to the turn of events. bbox=[639, 449, 790, 540]
aviation-subheading: LONDON TO NEW YORK. bbox=[505, 669, 588, 678]
paragraph: After meeting Prochaska, Edl Pasha proceeded to explore the release of the Mitrovitza Consul quitting his post. bbox=[801, 157, 940, 180]
horses-paragraphs bbox=[321, 433, 455, 957]
paragraph: The Christmas season is just upon us, and at the Studio Mr. McAllister is making special preparation for it. For the next few weeks one dozen cabinet photographs and an enlargement will be given for one guinea. The enlargement will be of the usual size, but will be mounted on very fine sheet heavy mounts, with coloured bevelled edges 20 x 16 inches, and will not require framing. The photographs will be, as always at the McAllister Studio, faithful portraits and pleasing pictures, and it can be confidently affirmed that nowhere will you get such value in Stratford. bbox=[951, 1000, 1099, 1077]
hms-heading: H. M. S. NEW ZEALAND. bbox=[978, 274, 1072, 283]
paragraph: Harness Pony, under 13 hands.—W. N. Jenkins, Plunket, 1; J. F. Kiley, Nancy, 2; W. D. Linn, Darkie, 3. bbox=[320, 1027, 454, 1050]
cattle-subheading: Grade or Crossbred Section. bbox=[506, 183, 587, 192]
paragraph: Tradesman's Single Light Horse, in regular work only, and delivery cart.—J. W. Reilly, Eltham, 1; J. A. Thompson, Fanny, 2; F. P. Riordan, Eltham, Jack, 3. bbox=[320, 902, 454, 926]
masthead: STRATFORD EVENING POST FRIDAY NOVEMBER 29 1912 bbox=[10, 6, 1104, 32]
paragraph: Pony Leaping Competition.—J. D. Mitchell, Princess, 1; L. George, Waitara, Paddy, 2; Miss Levyn Till, Stratford, Tommy, 3. bbox=[465, 154, 628, 170]
paragraph: Single Horse, Trap and Harness, light turn-out.—I. C. Mantlehore, Lady Aristocrat, 1; H. Adlam, Twenty, 2; A. J. Young, Nellie, 3. bbox=[320, 1155, 454, 1178]
aviation-dateline: London, November 28. bbox=[516, 680, 577, 688]
cables-heading: COMMONWEALTH CABLES. bbox=[639, 744, 790, 759]
telegrams-assoc: (Per Press Association.) bbox=[994, 461, 1056, 469]
paragraph: Entire, travelling or standing in the Stratford or Egmont Counties, 3 yrs or over.— bbox=[320, 489, 454, 504]
rheumo-ad bbox=[951, 544, 1099, 597]
paragraph: A short, but severe shock of earthquake, was experienced at seven minutes before five o'clock this morning. bbox=[801, 650, 940, 673]
turkish-paragraphs bbox=[801, 204, 940, 288]
paragraph: Mr Robert Spence, who appeared for the accused, stated that no evidence had been suggested why the bail should be increased. It was not so much the amount of the bail that was important, as the people who would go bail. It was not so much an amount of the bail; it was a question of the character of the person charged, and the possibility of his answering the charges or otherwise. Fixing huge bail unnecessarily alarmed the public, and was unfair to the accused, in that it might prejudice his case when he came before a jury. There was no reason why the bail should be increased. bbox=[801, 896, 940, 980]
rheumo-code: 44x bbox=[1089, 598, 1099, 606]
paragraph: Cob, under 15 hands, to be ridden at walk, trot, and canter.—E. Mason, Zanzibar, 1; S. Pitt, Schamade, 2. bbox=[320, 736, 454, 751]
show-body-right bbox=[316, 194, 460, 1637]
defence-subheading: CANADA'S OBLIGATIONS. bbox=[982, 56, 1068, 64]
paragraph: The Daily News says that what people are anxious to know is whether the ships presented or built by the Dominions are to be of real assistance, or only an additional burden to the British people. If ships are unnecessary for the expansion of an otherwise adequate programme, then the Dominions are doing good to nobody and harming themselves and Britishers. bbox=[951, 372, 1099, 426]
commercial-received: (Received 1.50 p.m.) bbox=[687, 943, 742, 951]
paragraph: During the search for Mrs Nowill Delay seized the coastguard lieutenant, remarking: "I will throw you over the cliff too." He then suddenly apologised to the officer, who warned the police to watch Delay. A verdict of felo de se was returned. bbox=[639, 583, 790, 621]
paragraph: Best locally-owned Troop Horse, not exceeding 15.3 hands and up to 14½ st.—N. Burke, Longwith, Cliff, 1; E. Mason, Zanzibar, 2. bbox=[320, 816, 454, 839]
paragraph: Any breed not scheduled.—H. E. Vear, Wellington, 1; H. Brodie, New Plymouth, 2; Miss Eileen Bernard, Stratford, 3; Master M. Emery, 4. bbox=[465, 527, 628, 550]
paragraph: Ewe, over 18 months, with lamb at foot.—W. M. Bayly, 1. Ram, W. M. Bayly, 1. bbox=[465, 332, 628, 348]
paragraph: Best Walking Hack, pace, style and action to be considered, gentlemen riders only.—E. Short, Scout, 1; T. Lonsdale, Kestrel, 2. bbox=[320, 792, 454, 815]
notes-paragraphs bbox=[951, 631, 1099, 1077]
paragraph: Cow, 3 years and over, in milk, to be judged on points; no test taken; cow to be on ground and milk to be milked in presence of judge at 5 p.m. first day, and to be judged previous to milking next morning at 8 o'clock.—J. C. Mentleford, Hawera, Joan, 1; J. B. Sandiland, Waitara, Dolly, 2; R. Dingle, Stratford, 3. bbox=[465, 194, 628, 233]
balkan-dateline: Sofia, November 27. bbox=[843, 83, 898, 90]
variety-paragraphs bbox=[465, 528, 628, 641]
paragraph: What is a Show Without it? We all came away richer than when we started. bbox=[177, 508, 310, 523]
territorials-dateline: London, November 28. bbox=[994, 153, 1056, 161]
telegrams-dateline: Napier, November 28. bbox=[996, 470, 1054, 478]
paragraph: Every seat at Bernard's popular little picture theatre was occupied last night when a memorable series of magnificent films were shown. One of the greatest war pictures ever imported into New Zealand is the "Siege of Petersburg," a Kalem masterpiece. A great story, dramatic and thrilling, has been constructed from the various assaults on Petersburg, Virginia, while that city was being besieged by the Federal troops. The strategy and fortitude of both armies are displayed with astounding realism. One of the scenes which aroused immense enthusiasm last evening depicted the collapse of a burning bridge, occupied by fighting soldiers. A more explosive film figures in this spectacle. The supporting pictures were of unusual excellence. "Fate's Warring," and "The Narrow Road" appealing as dramas of merit. Of general interest was the splendid picture depicting agriculture by motor. The Cattle Fair at the Argentine and the Pathe Gazette were other items worthy of mention. The full orchestra was much enjoyed. Mr Sid Bernard's contribution being of special merit. bbox=[15, 836, 166, 980]
paragraph: The scene on the grounds at the time the grand parade was on was a picture. Inside the ring was the pick of Taranaki's horses, gaily bedecked with the coveted prize tickets or ribbons, the smiling countenances of their masters or mistresses (as the case might be) responding to the acclamations of their friends and acquaintances in the crowd as the procession passed by. But outside! What a wealth of colour and beauty of the human type was there. Material wealth does not count for much placed alongside a throng of people happy and dressed for a holiday. Small wonder, then, that visitors to our shores carry away with them reports of the Dominion's prosperity after moving among such scenes as memory holds of yesterday. bbox=[177, 322, 310, 437]
